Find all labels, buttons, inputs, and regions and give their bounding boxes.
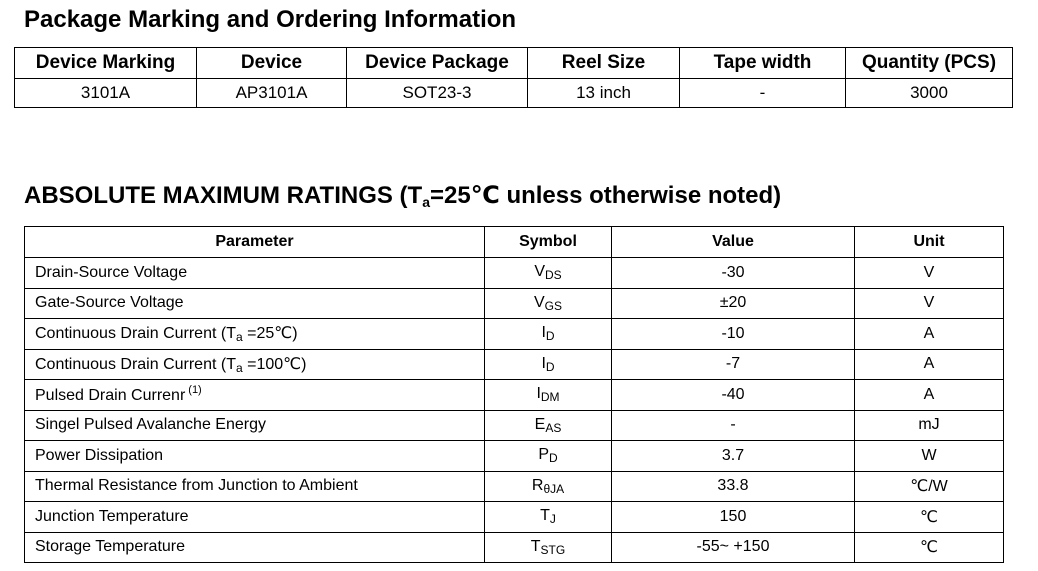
symbol-subscript: J: [549, 512, 556, 527]
value-cell: -30: [612, 258, 855, 289]
ratings-title-sub: a: [422, 194, 430, 210]
cell-quantity: 3000: [846, 79, 1013, 108]
header-reel-size: Reel Size: [528, 48, 680, 79]
parameter-cell: [25, 349, 485, 380]
header-quantity: Quantity (PCS): [846, 48, 1013, 79]
value-cell: -: [612, 410, 855, 441]
symbol-letter: E: [534, 415, 546, 433]
symbol-cell: [485, 380, 612, 411]
table-row: [25, 441, 1004, 472]
table-row: [25, 471, 1004, 502]
symbol-letter: P: [538, 446, 549, 464]
value-cell: -40: [612, 380, 855, 411]
parameter-text: Gate-Source Voltage: [35, 294, 184, 312]
parameter-cell: [25, 319, 485, 350]
cell-reel-size: 13 inch: [528, 79, 680, 108]
parameter-tail: =25℃): [242, 325, 298, 343]
unit-cell: mJ: [855, 410, 1004, 441]
symbol-letter: V: [533, 293, 545, 311]
value-cell: ±20: [612, 288, 855, 319]
symbol-subscript: D: [545, 329, 555, 344]
parameter-text: Continuous Drain Current (T: [35, 325, 236, 343]
header-device-package: Device Package: [347, 48, 528, 79]
ratings-header-row: [25, 227, 1004, 258]
unit-cell: ℃: [855, 532, 1004, 563]
parameter-text: Drain-Source Voltage: [35, 263, 188, 281]
parameter-footnote: (1): [188, 384, 202, 397]
parameter-cell: [25, 380, 485, 411]
symbol-letter: T: [540, 507, 550, 525]
table-row: [25, 532, 1004, 563]
parameter-text: Storage Temperature: [35, 538, 186, 556]
cell-device-marking: 3101A: [15, 79, 197, 108]
parameter-text: Singel Pulsed Avalanche Energy: [35, 416, 266, 434]
symbol-subscript: D: [545, 359, 555, 374]
parameter-text: Power Dissipation: [35, 446, 164, 464]
parameter-text: Pulsed Drain Currenr: [35, 387, 186, 405]
symbol-letter: T: [530, 537, 541, 555]
symbol-cell: [485, 319, 612, 350]
value-cell: -10: [612, 319, 855, 350]
unit-cell: A: [855, 319, 1004, 350]
ratings-title: [24, 181, 781, 210]
value-cell: -55~ +150: [612, 532, 855, 563]
table-row: [25, 258, 1004, 289]
unit-cell: ℃/W: [855, 471, 1004, 502]
parameter-cell: [25, 441, 485, 472]
value-cell: 33.8: [612, 471, 855, 502]
unit-cell: V: [855, 258, 1004, 289]
parameter-text: Thermal Resistance from Junction to Ambient: [35, 477, 358, 495]
symbol-letter: I: [541, 354, 546, 372]
parameter-subscript: a: [235, 360, 243, 375]
unit-cell: ℃: [855, 502, 1004, 533]
symbol-cell: [485, 502, 612, 533]
value-cell: -7: [612, 349, 855, 380]
parameter-cell: [25, 288, 485, 319]
symbol-cell: [485, 441, 612, 472]
ratings-title-suffix: =25℃ unless otherwise noted): [430, 182, 782, 209]
ratings-table: [24, 226, 1004, 563]
symbol-cell: [485, 349, 612, 380]
table-row: [25, 410, 1004, 441]
value-cell: 150: [612, 502, 855, 533]
unit-cell: A: [855, 349, 1004, 380]
header-symbol: Symbol: [485, 227, 612, 258]
header-parameter: Parameter: [25, 227, 485, 258]
ordering-header-row: [15, 48, 1013, 79]
cell-device-package: SOT23-3: [347, 79, 528, 108]
cell-tape-width: -: [680, 79, 846, 108]
value-cell: 3.7: [612, 441, 855, 472]
symbol-subscript: DM: [540, 390, 560, 405]
header-device-marking: Device Marking: [15, 48, 197, 79]
ordering-title: Package Marking and Ordering Information: [24, 6, 517, 33]
parameter-cell: [25, 532, 485, 563]
symbol-subscript: θJA: [543, 481, 565, 496]
cell-device: AP3101A: [197, 79, 347, 108]
parameter-subscript: a: [235, 330, 243, 345]
parameter-cell: [25, 258, 485, 289]
table-row: [25, 288, 1004, 319]
header-unit: Unit: [855, 227, 1004, 258]
header-value: Value: [612, 227, 855, 258]
ratings-title-prefix: ABSOLUTE MAXIMUM RATINGS (T: [24, 182, 423, 209]
unit-cell: A: [855, 380, 1004, 411]
header-tape-width: Tape width: [680, 48, 846, 79]
parameter-cell: [25, 410, 485, 441]
symbol-subscript: DS: [545, 268, 562, 283]
symbol-letter: R: [531, 476, 544, 494]
symbol-letter: V: [534, 263, 545, 281]
symbol-cell: [485, 471, 612, 502]
table-row: [25, 349, 1004, 380]
ordering-data-row: [15, 79, 1013, 108]
symbol-cell: [485, 258, 612, 289]
symbol-letter: I: [536, 385, 541, 403]
symbol-subscript: STG: [540, 542, 566, 557]
table-row: [25, 380, 1004, 411]
header-device: Device: [197, 48, 347, 79]
symbol-letter: I: [541, 324, 546, 342]
symbol-subscript: D: [549, 451, 558, 466]
unit-cell: V: [855, 288, 1004, 319]
table-row: [25, 319, 1004, 350]
symbol-cell: [485, 532, 612, 563]
symbol-cell: [485, 410, 612, 441]
symbol-subscript: GS: [544, 298, 562, 313]
parameter-cell: [25, 471, 485, 502]
unit-cell: W: [855, 441, 1004, 472]
table-row: [25, 502, 1004, 533]
ordering-table: [14, 47, 1013, 108]
parameter-text: Continuous Drain Current (T: [35, 355, 236, 373]
symbol-subscript: AS: [545, 420, 562, 435]
parameter-tail: =100℃): [242, 355, 307, 373]
parameter-text: Junction Temperature: [35, 507, 189, 525]
parameter-cell: [25, 502, 485, 533]
symbol-cell: [485, 288, 612, 319]
